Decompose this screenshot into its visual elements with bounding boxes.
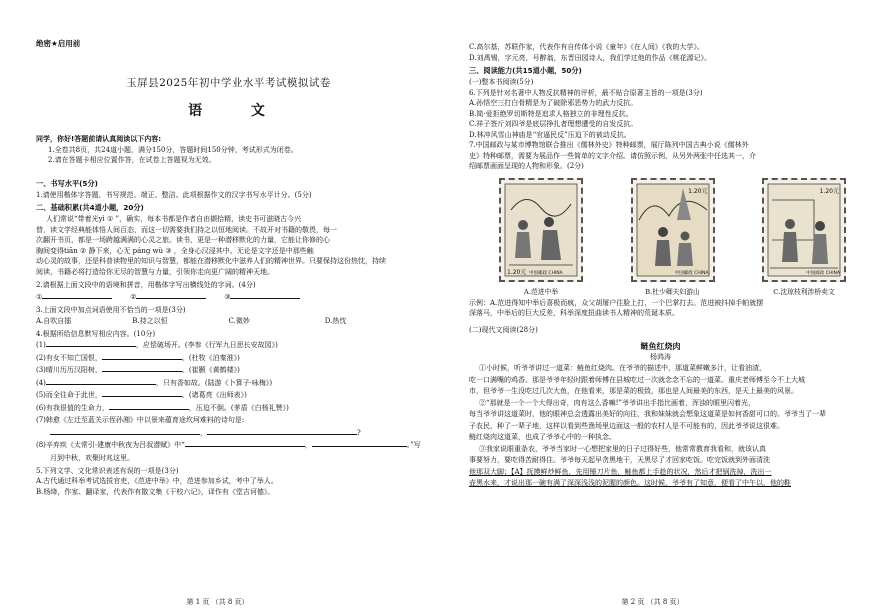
answer-blank[interactable] — [102, 352, 182, 360]
subsection-1-title: (一)整本书阅读(5分) — [469, 78, 534, 86]
answer-blank[interactable] — [230, 291, 300, 299]
reading-title: 鲢鱼红烧肉 — [640, 342, 681, 351]
passage-line: 次翻开书页，都是一场跨越满满的心灵之旅。读书，更是一种潜移默化的力量，它能让你修的心 — [36, 236, 330, 244]
stamp-c — [762, 178, 846, 296]
recite-answer-line: ， ? — [36, 427, 421, 440]
blank-label: ① — [36, 292, 43, 301]
option-c[interactable]: C.微妙 — [228, 316, 250, 325]
blank-label: ③ — [224, 292, 231, 301]
question-3-options — [36, 316, 421, 327]
question-7-line: 史》特种邮票，需要为展品作一些简单的文字介绍。请仿照示例，从另外两张中任选其一，介 — [469, 151, 756, 160]
recite-line: (4) ，只有香如故。(陆游《卜算子·咏梅》) — [36, 378, 273, 387]
answer-blank[interactable] — [207, 427, 357, 435]
subsection-2-title: (二)现代文阅读(28分) — [469, 325, 538, 334]
question-1: 1.请使用楷体字答题，书写规范、端正、整洁。此项根据作文的汉字书写水平计分。(5分) — [36, 190, 312, 199]
answer-blank[interactable] — [46, 377, 156, 385]
passage-line: 动心灵的故事，还是科普读物里的知识与智慧，都能在潜移默化中滋养人们的精神世界。只要保持这份热忱，持续 — [36, 257, 386, 265]
recite-line: 月到中秋，欢聚时兆这里。 — [50, 453, 134, 462]
question-6-option-a[interactable]: A.孙悟空三打白骨精是为了破除邪恶势力的武力反抗。 — [469, 99, 638, 107]
answer-blank[interactable] — [136, 291, 206, 299]
question-2: 2.请根据上面文段中的语境和拼音，用楷体字写出横线处的字词。(4分) — [36, 281, 256, 289]
reading-paragraph-line: 每当爷爷讲这道菜时，他的眼神总会透露出美好的向往，我和妹妹就会想象这道菜是如何香甜可口的。爷爷当了一辈 — [469, 410, 826, 418]
option-a[interactable]: A.自吹自擂 — [36, 316, 72, 325]
section-3-title: 三、阅读能力(共15道小题，50分) — [469, 66, 582, 75]
stamp-b-value: 1.20元 — [688, 187, 708, 195]
question-5-option-c[interactable]: C.高尔基，苏联作家，代表作有自传体小说《童年》《在人间》《我的大学》。 — [469, 43, 704, 51]
recite-line: (1) ，应偿破场开。(李参《行军九日思长安故园》) — [36, 341, 278, 349]
question-6-option-b[interactable]: B.简·爱拒绝罗切斯特是追求人格独立的非理性反抗。 — [469, 109, 633, 118]
question-7-line: 7.中国邮政与某市博物馆联合推出《儒林外史》特种邮票，展厅陈列中国古典小说《儒林外 — [469, 141, 749, 149]
exam-page-2 — [435, 0, 870, 615]
recite-line: (3)晴川历历汉阳树， 。(崔颢《黄鹤楼》) — [36, 366, 240, 374]
answer-blank[interactable] — [102, 389, 182, 397]
stamp-c-caption: C.沈琼枝利涉桥卖文 — [773, 287, 835, 296]
stamp-b-country: 中国邮政 CHINA — [674, 270, 709, 276]
answer-blank[interactable] — [312, 439, 407, 447]
recite-line: (2)有女不知亡国恨， 。(杜牧《泊秦淮》) — [36, 353, 240, 362]
notice-heading: 同学，你好!答题前请认真阅读以下内容: — [36, 135, 161, 143]
answer-blank[interactable] — [102, 364, 182, 372]
recite-line: (6)有我很值的生命力， ，压迫不倒。(茅盾《白杨礼赞》) — [36, 403, 289, 412]
stamp-a-image — [499, 178, 583, 282]
question-6-option-d[interactable]: D.林冲风雪山神庙是“官逼民反”压迫下的被动反抗。 — [469, 130, 631, 139]
question-6-option-c[interactable]: C.祥子签斤刘四爷是底层挣扎者理想遭受的自发反抗。 — [469, 120, 638, 128]
notice-line: 1.全卷共8页，共24道小题，满分150分，答题时间150分钟，考试形式为闭卷。 — [48, 145, 298, 154]
passage-line: 胸间变得tiān ② 静下来，心无 páng wù ③ ，全身心汉浸其中。无论是文字还是中那些触 — [36, 246, 314, 255]
reading-paragraph-line: ②“那就是一个一个大得出奇，肉有这么香嘛!”爷爷讲出手指比画着，浑浊的眼里闪着光， — [479, 398, 755, 407]
stamp-a-caption: A.范进中举 — [523, 287, 559, 296]
reading-paragraph-line: 子农民，种了一辈子地，这样以看到些渔场里边面这一般的农村人是不可能有的，因此爷爷说这很难。 — [469, 421, 784, 430]
reading-paragraph-line: 吃一口满嘴的鸡香。那是爷爷年轻时跟着师傅在县城吃过一次就念念不忘的一道菜。重庆老师傅至今不上大城 — [469, 375, 805, 384]
stamp-a-country: 中国邮政 CHINA — [529, 270, 563, 276]
notice-line: 2.请在答题卡相应位置作答，在试卷上答题视为无效。 — [48, 156, 216, 164]
stamp-b-image — [631, 178, 715, 282]
recite-line: (5)而全往命于此世， 。(诸葛亮《出师表》) — [36, 391, 247, 399]
reading-paragraph-line-marked: 壶黑水来，才说出那一碗有满了深深浅浅的泥腥的颜色。这时候，爷爷有了知意，便看了中午以，他的鞋 — [469, 479, 791, 487]
example-line: 深落马，中举后的巨大反差，科举深度扭曲读书人精神的荒诞本质。 — [469, 309, 679, 317]
stamp-c-image — [762, 178, 846, 282]
stamp-b-caption: B.杜少卿夫妇游山 — [645, 287, 700, 296]
answer-blank[interactable] — [50, 427, 200, 435]
reading-paragraph-line: ①小时候，听爷爷讲过一道菜：鲢鱼红烧肉。在爷爷的描述中，那道菜鲜嫩多汁，让看油渣， — [479, 364, 766, 372]
stamp-c-country: 中国邮政 CHINA — [806, 270, 840, 276]
answer-blanks-row — [36, 291, 421, 303]
stamp-a — [499, 178, 583, 296]
section-1-title: 一、书写水平(5分) — [36, 178, 98, 188]
stamp-c-value: 1.20元 — [819, 187, 839, 195]
option-b[interactable]: B.持之以恒 — [132, 316, 168, 325]
example-line: 示例：A.范进得知中举后喜极而疯，众父胡屠户往脸上打，一个巴掌打去。范进被抖掉手帕就摆 — [469, 298, 764, 307]
passage-line: 替，读文学经典能体悟人间百态，而这一切需要我们持之以恒地阅读。不故开对书籍的敬畏，每一 — [36, 225, 337, 234]
recite-line: (7)韩愈《左迁至蓝关示侄孙湘》中以景来蕴育途坎坷难料的诗句是: — [36, 416, 245, 424]
stamp-a-value: 1.20元 — [507, 268, 527, 276]
answer-blank[interactable] — [46, 339, 136, 347]
stamp-b — [631, 178, 715, 296]
page-footer: 第 1 页 （共 8 页） — [186, 598, 249, 606]
answer-blank[interactable] — [42, 291, 112, 299]
question-3: 3.上面文段中加点词语使用不恰当的一项是(3分) — [36, 306, 186, 314]
option-d[interactable]: D.热忱 — [324, 316, 347, 325]
recite-line: (8)辛弃疾《太常引·建康中秋夜为吕叔潜赋》中“ ， 。”写 — [36, 441, 421, 449]
question-6: 6.下列是针对名著中人物反抗精神的评析，最不贴合原著主旨的一项是(3分) — [469, 88, 703, 97]
stamp-gallery — [499, 178, 846, 296]
reading-author: 杨鸿涛 — [650, 353, 671, 361]
subject-title: 语 文 — [188, 103, 287, 119]
reading-paragraph-line: ③我家说眼重条农，爷爷当家时一心想把家里的日子过得好些，他常常教育我看和，就该认真 — [479, 444, 766, 453]
blank-label: ② — [130, 292, 137, 301]
reading-paragraph-line: 市，但爷爷一生没吃过几次大鱼，在他看来，那是菜的极致，那也是人间最美的东西，是天上最美的风景。 — [469, 387, 798, 395]
question-4: 4.根据所给信息默写相应内容。(10分) — [36, 329, 156, 338]
question-7-line: 绍邮票画面呈现的人物和形象。(2分) — [469, 162, 584, 170]
question-5-option-b[interactable]: B.杨绛，作家、翻译家，代表作有散文集《干校六记》，译作有《堂吉诃德》。 — [36, 487, 275, 496]
answer-blank[interactable] — [185, 439, 305, 447]
question-5-option-d[interactable]: D.刘禹锡，字元亮，号醉翁，东晋田园诗人，我们学过他的作品《桃花源记》。 — [469, 53, 712, 62]
answer-blank[interactable] — [109, 402, 189, 410]
reading-paragraph-line: 鲢红烧肉这道菜，也成了爷爷心中的一种执念。 — [469, 433, 616, 441]
page-footer: 第 2 页 （共 8 页） — [621, 598, 684, 606]
passage-line: 人们常说“带着光yì ① ”，确实，每本书都是作者自由撷拾精，读史书可滋晓古今兴 — [46, 215, 302, 223]
exam-title: 玉屏县2025年初中学业水平考试模拟试卷 — [126, 77, 331, 89]
passage-line: 阅读，书籍必将打造给你无尽的智慧与力量，引领你走向更广阔的精神天地。 — [36, 267, 274, 276]
confidential-label: 绝密★启用前 — [36, 39, 81, 48]
reading-paragraph-line-marked: 他那双大脚；【A】抚摸鲜炒鲜鱼，先用锤刀片鱼，鲢鱼都上手趁的状况，然后才把锅洗掉，洗出一 — [469, 467, 772, 476]
question-5: 5.下列文学、文化常识表述有误的一项是(3分) — [36, 466, 179, 475]
section-2-title: 二、基础积累(共4道小题，20分) — [36, 203, 144, 212]
reading-paragraph-line: 事要努力，要吃得苦耐得住。爷爷每天起早贪黑地干，天黑尽了才回家吃饭。吃完饭就到外面清洗 — [469, 456, 770, 464]
question-5-option-a[interactable]: A.古代通过科举考试选拔官吏，《范进中举》中，范进参加乡试，考中了举人。 — [36, 477, 278, 485]
